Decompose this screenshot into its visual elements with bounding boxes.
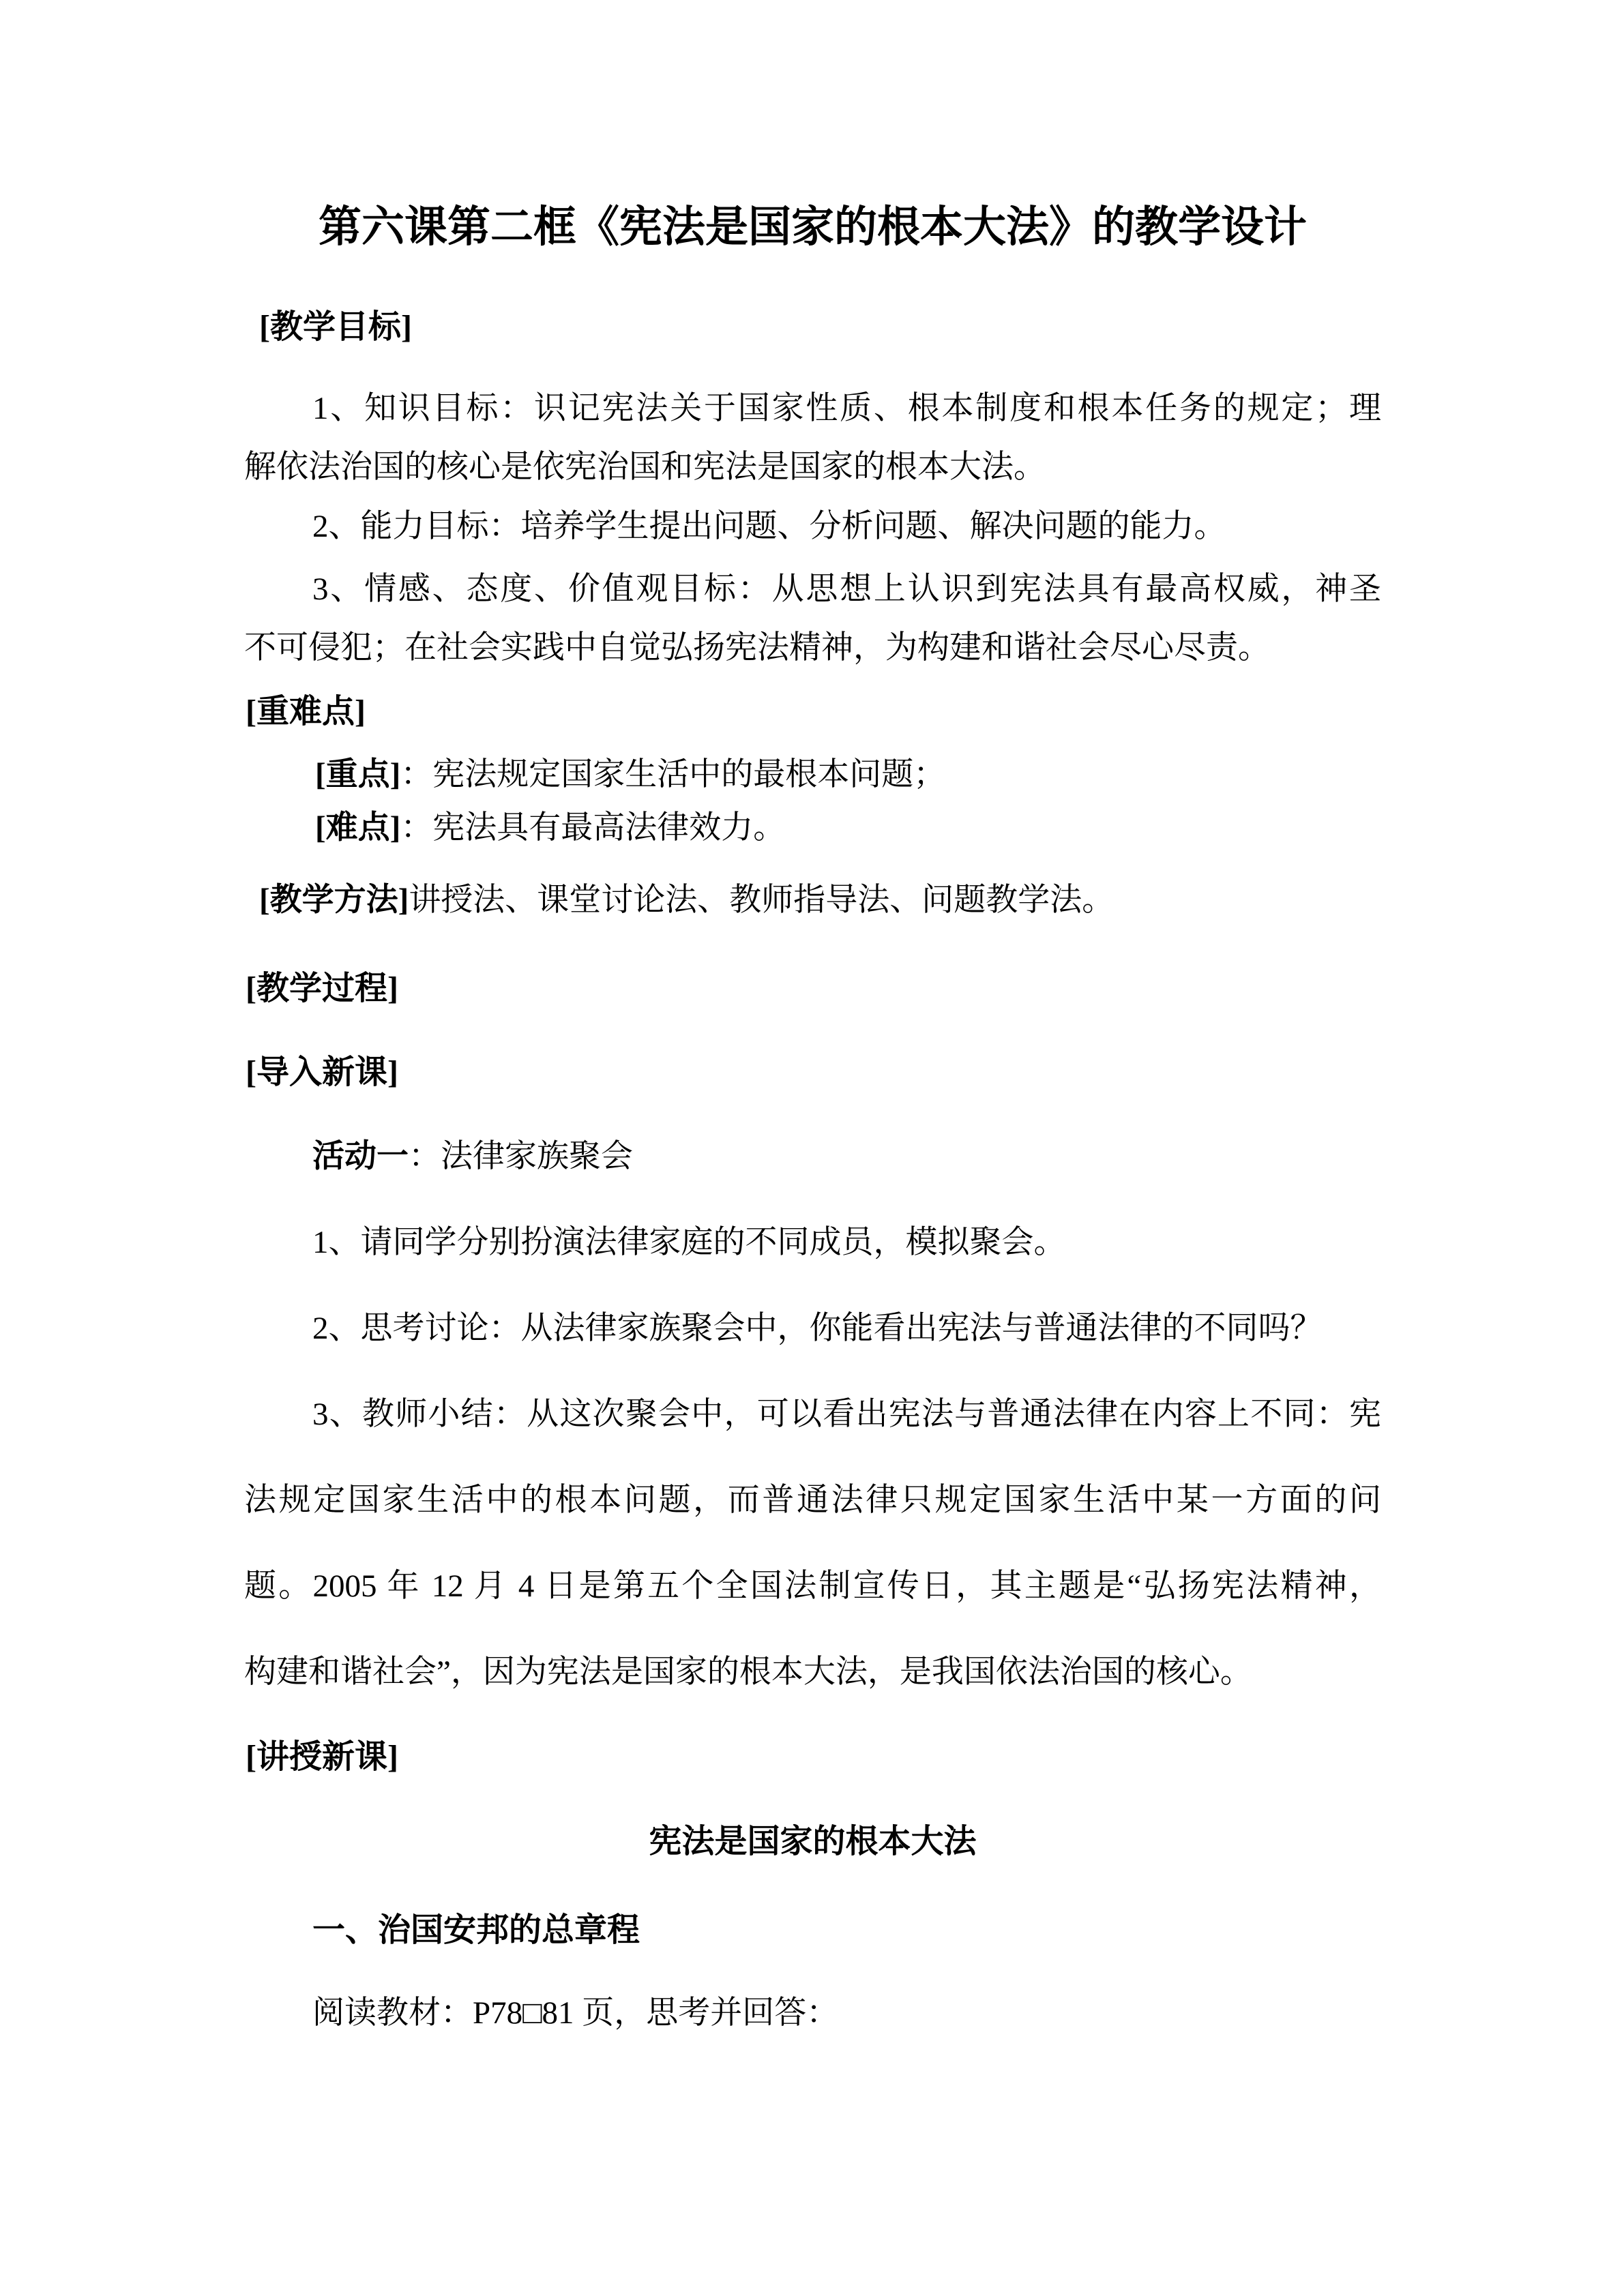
activity-step-1: 1、请同学分别扮演法律家庭的不同成员，模拟聚会。 <box>312 1225 1066 1260</box>
teacher-summary-line-3: 题。2005 年 12 月 4 日是第五个全国法制宣传日，其主题是“弘扬宪法精神， <box>244 1568 1381 1604</box>
activity-step-2: 2、思考讨论：从法律家族聚会中，你能看出宪法与普通法律的不同吗？ <box>312 1311 1323 1346</box>
key-point-text: ：宪法规定国家生活中的最根本问题； <box>400 757 946 792</box>
lesson-subtitle: 宪法是国家的根本大法 <box>649 1823 977 1860</box>
emotion-objective-line-1: 3、情感、态度、价值观目标：从思想上认识到宪法具有最高权威，神圣 <box>312 571 1381 607</box>
teach-new-lesson-heading: [讲授新课] <box>246 1739 398 1775</box>
point-one-heading: 一、治国安邦的总章程 <box>312 1912 640 1948</box>
key-points-heading: [重难点] <box>246 694 366 730</box>
knowledge-objective-line-1: 1、知识目标：识记宪法关于国家性质、根本制度和根本任务的规定；理 <box>312 391 1381 426</box>
teaching-methods-line <box>259 884 1114 916</box>
objectives-heading: [教学目标] <box>259 309 412 345</box>
teacher-summary-line-1: 3、教师小结：从这次聚会中，可以看出宪法与普通法律在内容上不同：宪 <box>312 1397 1381 1432</box>
emotion-objective-line-2: 不可侵犯；在社会实践中自觉弘扬宪法精神，为构建和谐社会尽心尽责。 <box>244 630 1270 666</box>
reading-instruction: 阅读教材：P78□81 页，思考并回答： <box>312 1995 839 2031</box>
process-heading: [教学过程] <box>246 970 398 1007</box>
document-title: 第六课第二框《宪法是国家的根本大法》的教学设计 <box>319 203 1307 251</box>
activity-one-line <box>312 1141 633 1173</box>
difficult-point-text: ：宪法具有最高法律效力。 <box>400 810 786 846</box>
intro-heading: [导入新课] <box>246 1054 398 1090</box>
teaching-methods-label: [教学方法] <box>259 882 409 918</box>
key-point-label: [重点] <box>315 757 401 792</box>
difficult-point-line <box>315 812 785 844</box>
difficult-point-label: [难点] <box>315 810 401 846</box>
ability-objective: 2、能力目标：培养学生提出问题、分析问题、解决问题的能力。 <box>312 509 1226 544</box>
teacher-summary-line-4: 构建和谐社会”，因为宪法是国家的根本大法，是我国依法治国的核心。 <box>244 1654 1252 1690</box>
teacher-summary-line-2: 法规定国家生活中的根本问题，而普通法律只规定国家生活中某一方面的问 <box>244 1482 1381 1518</box>
activity-one-text: ：法律家族聚会 <box>409 1139 633 1174</box>
teaching-methods-text: 讲授法、课堂讨论法、教师指导法、问题教学法。 <box>409 882 1114 918</box>
key-point-line <box>315 759 945 791</box>
knowledge-objective-line-2: 解依法治国的核心是依宪治国和宪法是国家的根本大法。 <box>244 449 1046 485</box>
activity-one-label: 活动一 <box>312 1139 409 1174</box>
